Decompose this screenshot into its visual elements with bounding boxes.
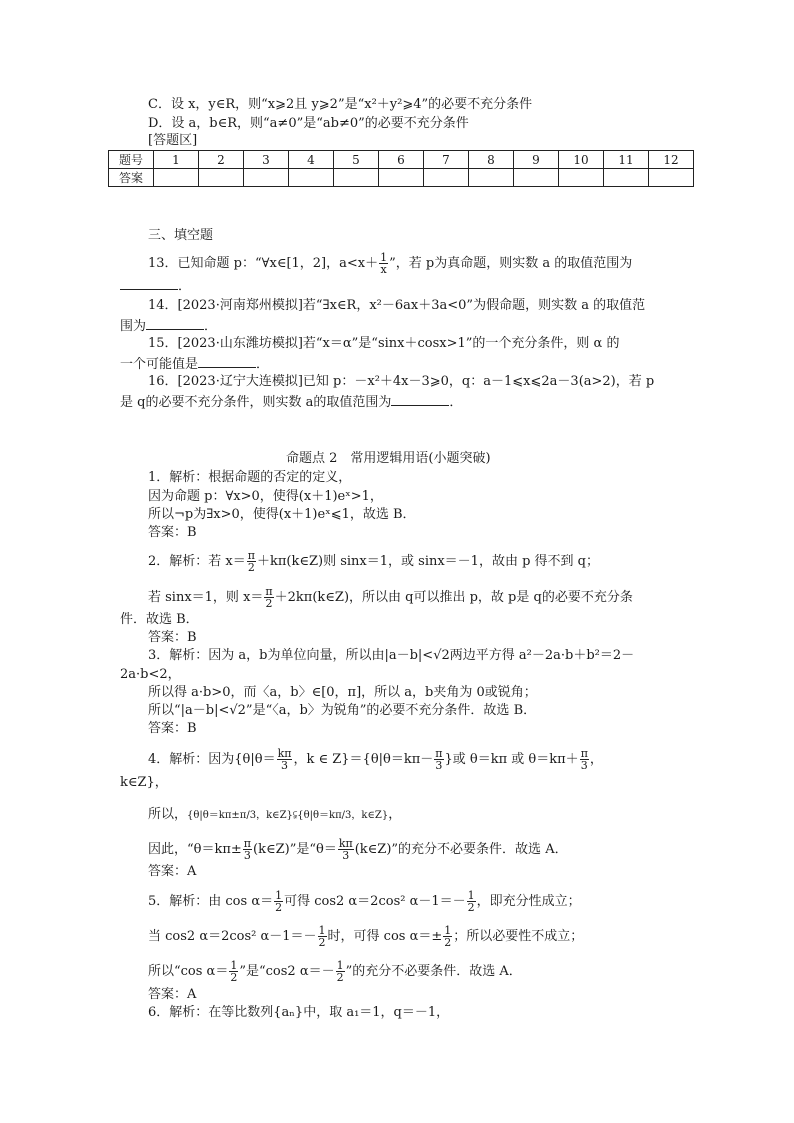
question-15-cont: 一个可能值是 ． (120, 357, 270, 372)
answer-blank[interactable] (391, 393, 449, 406)
question-14: 14．[2023·河南郑州模拟]若“∃x∈R，x²－6ax＋3a<0”为假命题，则实数 a 的取值范 (148, 298, 646, 313)
answer-area-label: [答题区] (148, 133, 198, 148)
fraction: $\frac{1}{2}$ (318, 924, 326, 949)
question-14-cont: 围为 ． (120, 319, 218, 334)
table-cell: 2 (199, 151, 244, 169)
answer-table (108, 150, 694, 187)
solution-4-line: k∈Z}， (120, 775, 168, 790)
fraction: $\frac{1}{2}$ (336, 959, 344, 984)
fraction: $\frac{k\pi}{3}$ (338, 837, 353, 862)
answer-cell[interactable] (154, 169, 199, 187)
fraction: $\frac{1}{2}$ (444, 924, 452, 949)
question-16: 16．[2023·辽宁大连模拟]已知 p：－x²＋4x－3⩾0，q：a－1⩽x⩽2a－3(a>2)，若 p (148, 374, 655, 389)
answer-cell[interactable] (649, 169, 694, 187)
answer-cell[interactable] (199, 169, 244, 187)
answer-blank[interactable] (120, 277, 178, 290)
answer-cell[interactable] (424, 169, 469, 187)
fraction: $\frac{\pi}{3}$ (580, 747, 588, 772)
fraction: $\frac{k\pi}{3}$ (277, 747, 292, 772)
table-cell: 5 (334, 151, 379, 169)
question-13: 13．已知命题 p：“∀x∈[1，2]，a<x＋ $\frac{1}{x}$ ”，若 p为真命题，则实数 a 的取值范围为 (148, 251, 633, 276)
table-row-answers (109, 169, 694, 187)
solution-2-answer: 答案：B (148, 630, 197, 645)
table-cell: 8 (469, 151, 514, 169)
solution-1-line: 1．解析：根据命题的否定的定义， (148, 470, 352, 485)
answer-cell[interactable] (604, 169, 649, 187)
table-cell: 10 (559, 151, 604, 169)
solution-1-answer: 答案：B (148, 525, 197, 540)
question-16-cont: 是 q的必要不充分条件，则实数 a的取值范围为 ． (120, 395, 463, 410)
table-cell: 12 (649, 151, 694, 169)
table-cell-label: 题号 (109, 151, 154, 169)
table-cell: 11 (604, 151, 649, 169)
solution-5-answer: 答案：A (148, 987, 197, 1002)
answer-cell[interactable] (379, 169, 424, 187)
solution-4-line: 4．解析：因为{θ|θ＝ $\frac{k\pi}{3}$ ，k ∈ Z}＝{θ|θ＝kπ－ $\frac{\pi}{3}$ }或 θ＝kπ 或 θ＝kπ＋ $\frac{\pi}{3}$ ， (148, 747, 603, 772)
solution-3-line: 所以得 a·b>0，而〈a，b〉∈[0，π]，所以 a，b夹角为 0或锐角； (148, 685, 537, 700)
solutions-title: 命题点 2 常用逻辑用语(小题突破) (286, 451, 491, 466)
answer-cell[interactable] (559, 169, 604, 187)
solution-1-line: 所以¬p为∃x>0，使得(x＋1)eˣ⩽1，故选 B． (148, 507, 416, 522)
solution-4-line: 所以，{θ|θ＝kπ±π/3，k∈Z}⫋{θ|θ＝kπ/3，k∈Z}， (148, 807, 402, 822)
question-15: 15．[2023·山东潍坊模拟]若“x＝α”是“sinx＋cosx>1”的一个充分条件，则 α 的 (148, 336, 620, 351)
solution-4-answer: 答案：A (148, 864, 197, 879)
table-row-numbers (109, 151, 694, 169)
table-cell: 1 (154, 151, 199, 169)
option-c: C．设 x，y∈R，则“x⩾2且 y⩾2”是“x²＋y²⩾4”的必要不充分条件 (148, 97, 533, 112)
fraction: $\frac{\pi}{3}$ (435, 747, 443, 772)
table-cell: 7 (424, 151, 469, 169)
question-13-blank-line: ． (120, 277, 191, 295)
table-cell: 3 (244, 151, 289, 169)
solution-2-line: 2．解析：若 x＝ $\frac{\pi}{2}$ ＋kπ(k∈Z)则 sinx＝1，或 sinx＝－1，故由 p 得不到 q； (148, 549, 599, 574)
answer-cell[interactable] (514, 169, 559, 187)
solution-6-line: 6．解析：在等比数列{aₙ}中，取 a₁＝1，q＝－1， (148, 1005, 450, 1020)
table-cell: 4 (289, 151, 334, 169)
fraction: $\frac{\pi}{2}$ (247, 549, 255, 574)
answer-blank[interactable] (146, 317, 204, 330)
solution-4-line: 因此，“θ＝kπ± $\frac{\pi}{3}$ (k∈Z)”是“θ＝ $\frac{k\pi}{3}$ (k∈Z)”的充分不必要条件．故选 A． (148, 837, 568, 862)
solution-3-answer: 答案：B (148, 721, 197, 736)
solution-3-line: 3．解析：因为 a，b为单位向量，所以由|a－b|<√2两边平方得 a²－2a·b＋b²＝2－ (148, 648, 635, 663)
answer-cell[interactable] (469, 169, 514, 187)
table-cell: 6 (379, 151, 424, 169)
answer-cell[interactable] (289, 169, 334, 187)
solution-5-line: 当 cos2 α＝2cos² α－1＝－ $\frac{1}{2}$ 时，可得 cos α＝± $\frac{1}{2}$ ；所以必要性不成立； (148, 924, 584, 949)
solution-5-line: 5．解析：由 cos α＝ $\frac{1}{2}$ 可得 cos2 α＝2cos² α－1＝－ $\frac{1}{2}$ ，即充分性成立； (148, 889, 581, 914)
solution-5-line: 所以“cos α＝ $\frac{1}{2}$ ”是“cos2 α＝－ $\frac{1}{2}$ ”的充分不必要条件．故选 A． (148, 959, 522, 984)
fraction: $\frac{1}{2}$ (275, 889, 283, 914)
fraction: $\frac{1}{2}$ (467, 889, 475, 914)
answer-blank[interactable] (198, 355, 256, 368)
fraction: $\frac{1}{2}$ (230, 959, 238, 984)
solution-1-line: 因为命题 p：∀x>0，使得(x＋1)eˣ>1， (148, 489, 383, 504)
table-cell: 9 (514, 151, 559, 169)
solution-3-line: 所以“|a－b|<√2”是“〈a，b〉为锐角”的必要不充分条件．故选 B． (148, 703, 537, 718)
solution-2-line: 件．故选 B． (120, 612, 199, 627)
option-d: D．设 a，b∈R，则“a≠0”是“ab≠0”的必要不充分条件 (148, 116, 469, 131)
section-heading: 三、填空题 (148, 228, 214, 243)
fraction: $\frac{\pi}{2}$ (265, 585, 273, 610)
solution-2-line: 若 sinx＝1，则 x＝ $\frac{\pi}{2}$ ＋2kπ(k∈Z)，所以由 q可以推出 p，故 p是 q的必要不充分条 (148, 585, 633, 610)
answer-cell[interactable] (244, 169, 289, 187)
answer-cell[interactable] (334, 169, 379, 187)
table-cell-label: 答案 (109, 169, 154, 187)
fraction: $\frac{\pi}{3}$ (243, 837, 252, 862)
solution-3-line: 2a·b<2， (120, 667, 181, 682)
fraction: $\frac{1}{x}$ (380, 251, 388, 276)
